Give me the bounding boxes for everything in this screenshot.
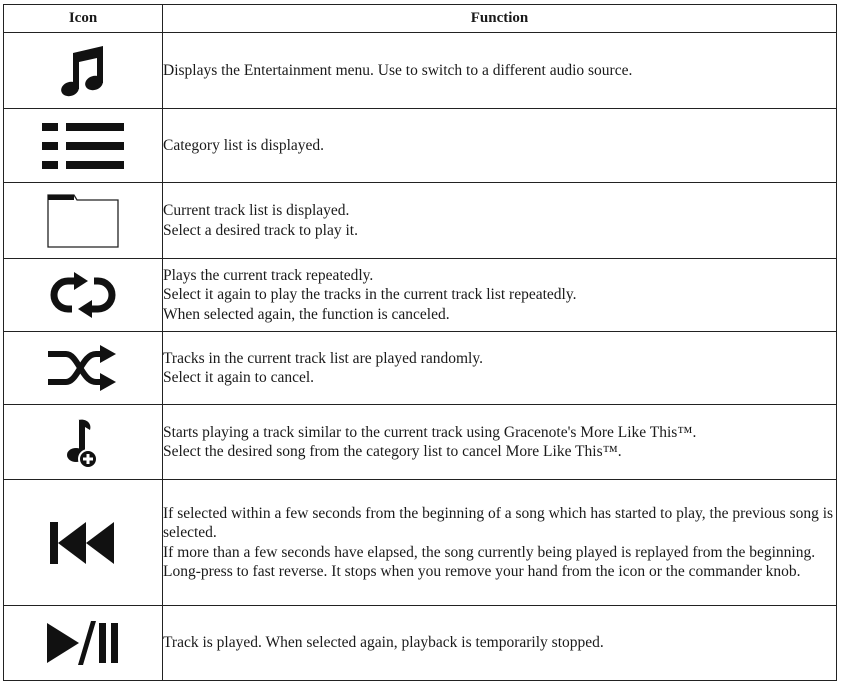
play-pause-icon bbox=[47, 621, 119, 665]
function-text: Current track list is displayed. bbox=[163, 202, 350, 219]
list-icon bbox=[42, 121, 124, 171]
function-text: Displays the Entertainment menu. Use to switch to a different audio source. bbox=[163, 61, 633, 79]
table-row bbox=[4, 405, 837, 480]
function-text: Track is played. When selected again, playback is temporarily stopped. bbox=[163, 634, 604, 652]
shuffle-icon bbox=[48, 344, 118, 392]
table-row bbox=[4, 332, 837, 405]
icon-function-table bbox=[3, 4, 837, 681]
table-row bbox=[4, 259, 837, 332]
function-text: Category list is displayed. bbox=[163, 136, 325, 154]
header-function: Function bbox=[163, 5, 837, 33]
music-note-icon bbox=[53, 41, 113, 101]
table-row bbox=[4, 109, 837, 183]
table-row bbox=[4, 606, 837, 681]
more-like-this-icon bbox=[63, 414, 103, 470]
function-text: Plays the current track repeatedly. bbox=[163, 266, 374, 284]
function-text: Select it again to play the tracks in the current track list repeatedly. bbox=[163, 286, 577, 304]
function-text: Starts playing a track similar to the current track using Gracenote's More Like This™. bbox=[163, 423, 697, 441]
function-text: Select a desired track to play it. bbox=[163, 221, 358, 239]
function-text: If selected within a few seconds from the beginning of a song which has started to play, the previous song is selected. bbox=[163, 504, 834, 541]
table-row bbox=[4, 33, 837, 109]
function-text: Tracks in the current track list are played randomly. bbox=[163, 349, 483, 367]
repeat-icon bbox=[48, 272, 118, 318]
table-row bbox=[4, 480, 837, 606]
folder-icon bbox=[46, 193, 120, 249]
header-icon: Icon bbox=[4, 5, 163, 33]
function-text: Select it again to cancel. bbox=[163, 369, 315, 386]
function-text: If more than a few seconds have elapsed, the song currently being played is replayed from the beginning. bbox=[163, 543, 816, 561]
function-text: When selected again, the function is canceled. bbox=[163, 305, 450, 323]
function-text: Long-press to fast reverse. It stops when you remove your hand from the icon or the commander knob. bbox=[163, 563, 801, 580]
table-row bbox=[4, 183, 837, 259]
skip-back-icon bbox=[50, 522, 116, 564]
table-header-row bbox=[4, 5, 837, 33]
function-text: Select the desired song from the category list to cancel More Like This™. bbox=[163, 443, 622, 460]
